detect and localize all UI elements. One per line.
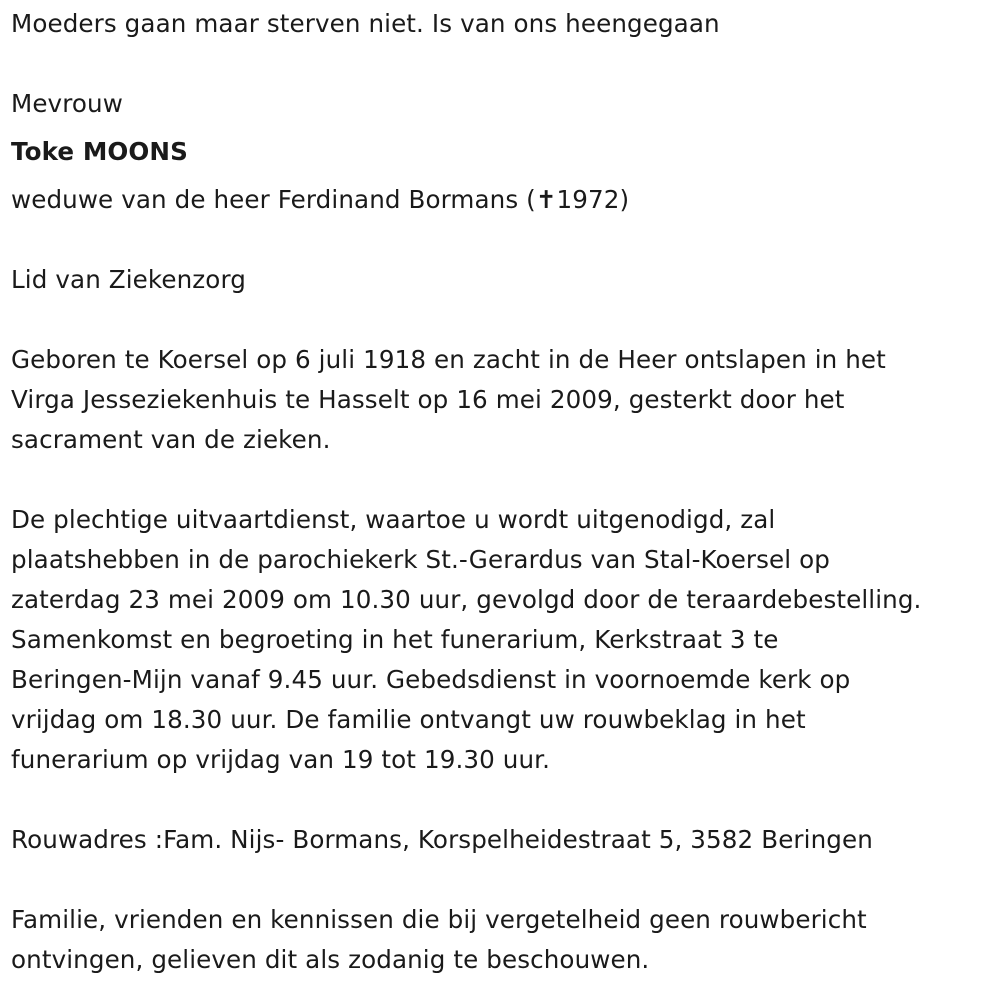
spacer — [11, 220, 991, 260]
paragraph-line: plaatshebben in de parochiekerk St.-Gerardus van Stal-Koersel op — [11, 545, 830, 574]
spacer — [11, 124, 991, 132]
spacer — [11, 44, 991, 84]
widow-of-line: weduwe van de heer Ferdinand Bormans (✝1972) — [11, 185, 630, 214]
obituary-notice — [11, 4, 991, 980]
deceased-name: Toke MOONS — [11, 137, 188, 166]
paragraph-line: Beringen-Mijn vanaf 9.45 uur. Gebedsdienst in voornoemde kerk op — [11, 665, 851, 694]
paragraph-line: Virga Jesseziekenhuis te Hasselt op 16 mei 2009, gesterkt door het — [11, 385, 845, 414]
paragraph-line: sacrament van de zieken. — [11, 425, 331, 454]
service-paragraph — [11, 500, 991, 780]
mourning-address: Rouwadres :Fam. Nijs- Bormans, Korspelheidestraat 5, 3582 Beringen — [11, 825, 873, 854]
closing-paragraph — [11, 900, 991, 980]
paragraph-line: ontvingen, gelieven dit als zodanig te beschouwen. — [11, 945, 650, 974]
salutation: Mevrouw — [11, 89, 123, 118]
paragraph-line: Samenkomst en begroeting in het funerarium, Kerkstraat 3 te — [11, 625, 779, 654]
birth-death-paragraph — [11, 340, 991, 460]
paragraph-line: De plechtige uitvaartdienst, waartoe u wordt uitgenodigd, zal — [11, 505, 776, 534]
paragraph-line: Familie, vrienden en kennissen die bij vergetelheid geen rouwbericht — [11, 905, 867, 934]
membership-line: Lid van Ziekenzorg — [11, 265, 246, 294]
paragraph-line: vrijdag om 18.30 uur. De familie ontvangt uw rouwbeklag in het — [11, 705, 806, 734]
paragraph-line: funerarium op vrijdag van 19 tot 19.30 uur. — [11, 745, 551, 774]
spacer — [11, 860, 991, 900]
paragraph-line: Geboren te Koersel op 6 juli 1918 en zacht in de Heer ontslapen in het — [11, 345, 886, 374]
spacer — [11, 172, 991, 180]
paragraph-line: zaterdag 23 mei 2009 om 10.30 uur, gevolgd door de teraardebestelling. — [11, 585, 922, 614]
spacer — [11, 460, 991, 500]
spacer — [11, 300, 991, 340]
opening-line: Moeders gaan maar sterven niet. Is van ons heengegaan — [11, 9, 720, 38]
spacer — [11, 780, 991, 820]
